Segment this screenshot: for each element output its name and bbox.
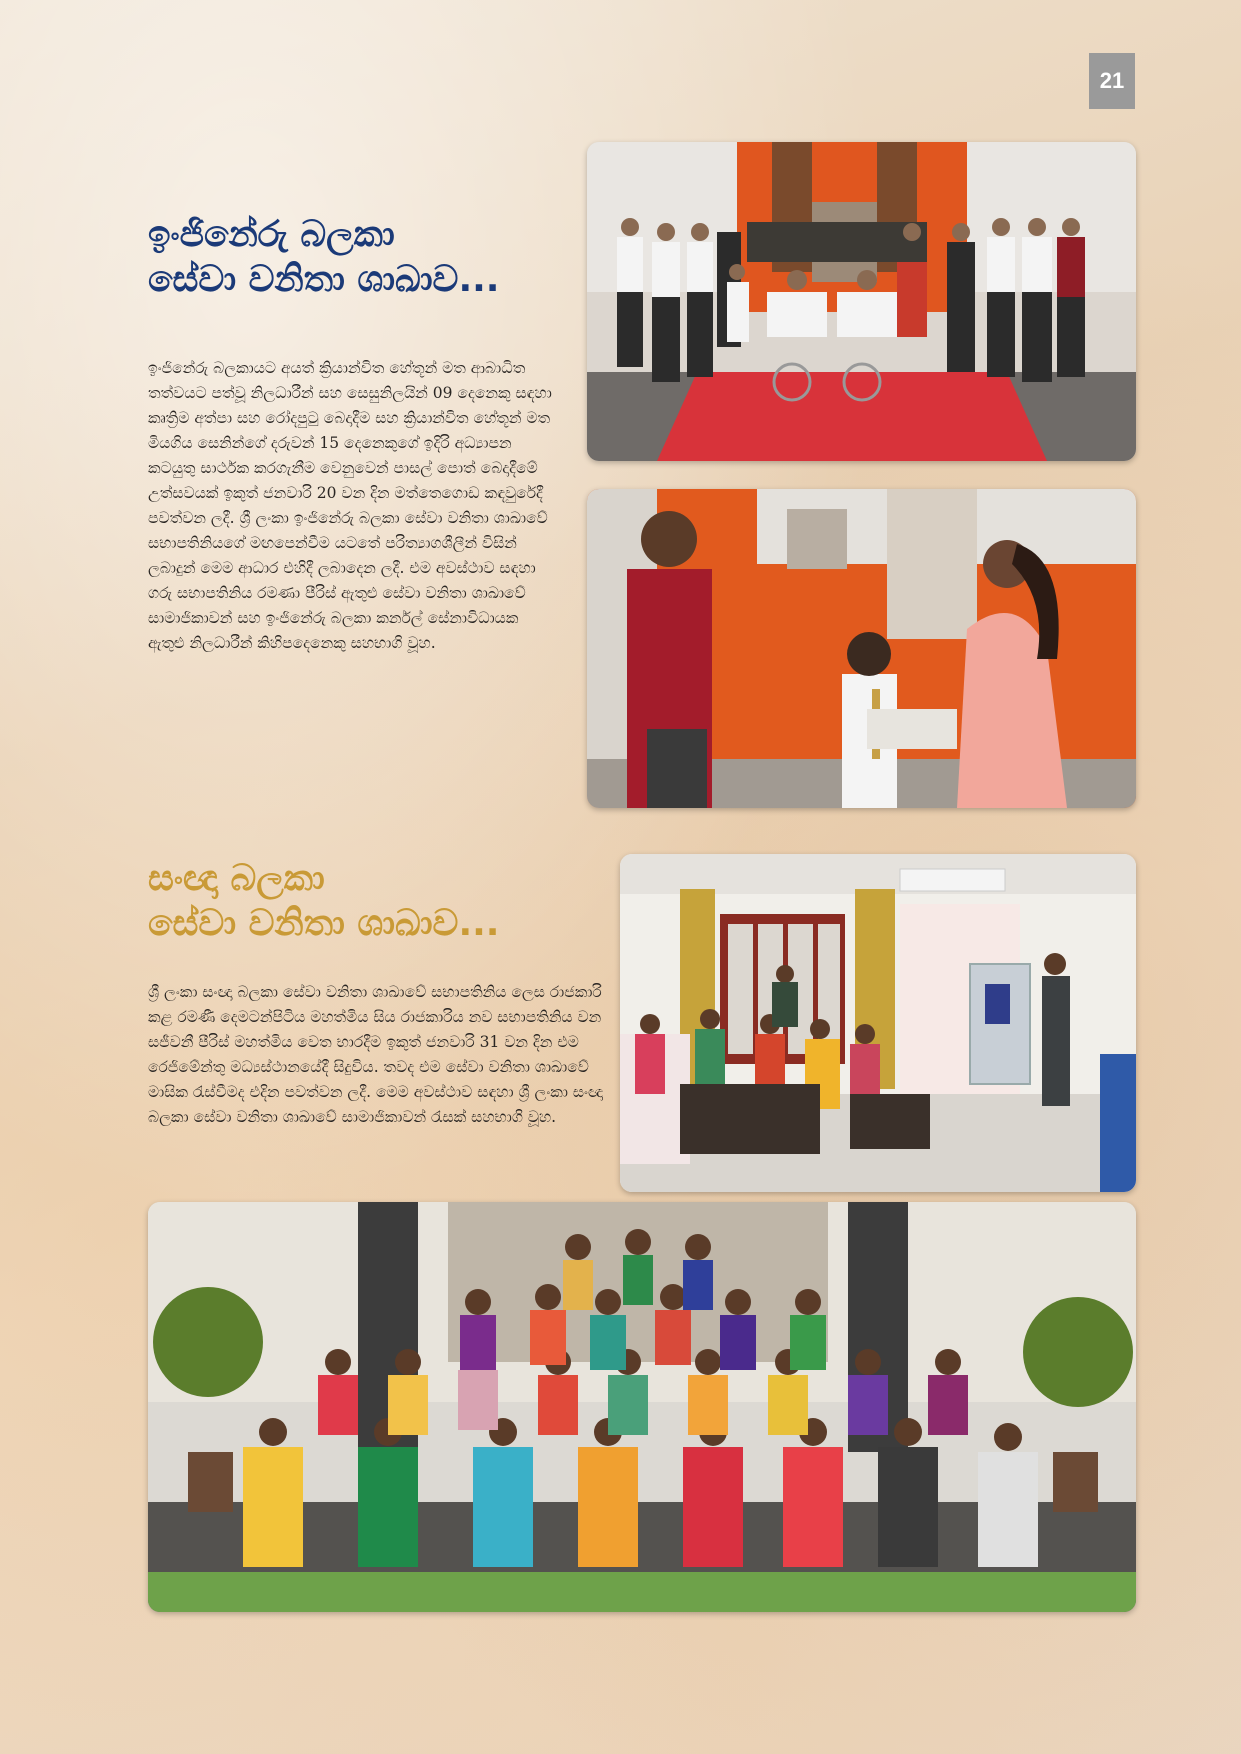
engineers-handover-photo <box>587 489 1136 808</box>
article-engineers-heading-line2: සේවා වනිතා ශාඛාව... <box>148 259 500 300</box>
article-engineers-heading-line1: ඉංජිනේරු බලකා <box>148 214 395 255</box>
article-signals-heading <box>148 856 608 946</box>
article-signals-heading-line2: සේවා වනිතා ශාඛාව... <box>148 903 500 944</box>
article-engineers-heading <box>148 212 568 302</box>
signals-meeting-photo <box>620 854 1136 1192</box>
article-engineers-body: ඉංජිනේරු බලකායට අයත් ක්‍රියාන්විත හේතූන් මත ආබාධිත තත්වයට පත්වූ නිලධාරීන් සහ සෙසුනිලයින් 09 දෙනෙකු සඳහා කෘත්‍රිම අත්පා සහ රෝදපුටු බෙදාදීම සහ ක්‍රියාන්විත හේතූන් මත මියගිය සෙනින්ගේ දරුවන් 15 දෙනෙකුගේ ඉදිරි අධ්‍යාපන කටයුතු සාර්ථක කරගැනීම වෙනුවෙන් පාසල් පොත් බෙදාදීමේ උත්සවයක් ඉකුත් ජනවාරි 20 වන දින මත්තෙගොඩ කඳවුරේදී පවත්වන ලදී. ශ්‍රී ලංකා ඉංජිනේරු බලකා සේවා වනිතා ශාඛාවේ සභාපතිනියගේ මඟපෙන්වීම යටතේ පරිත්‍යාගශීලීන් විසින් ලබාදුන් මෙම ආධාර එහිදී ලබාදෙන ලදී. එම අවස්ථාව සඳහා ගරු සභාපතිනිය රමණා පීරිස් ඇතුළු සේවා වනිතා ශාඛාවේ සාමාජිකාවන් සහ ඉංජිනේරු බලකා කර්නල් සේනාවිධායක ඇතුළු නිලධාරීන් කිහිපදෙනෙකු සහභාගි වූහ. <box>148 359 552 652</box>
engineers-group-photo <box>587 142 1136 461</box>
page-number: 21 <box>1089 53 1135 109</box>
article-signals-heading-line1: සංඥා බලකා <box>148 858 325 899</box>
signals-members-group-photo <box>148 1202 1136 1612</box>
article-signals-body: ශ්‍රී ලංකා සංඥා බලකා සේවා වනිතා ශාඛාවේ සභාපතිනිය ලෙස රාජකාරි කළ රමණී දෙමටන්පිටිය මහත්මිය සිය රාජකාරිය නව සභාපතිනිය වන සජීවනී පීරිස් මහත්මිය වෙත භාරදීම ඉකුත් ජනවාරි 31 වන දින එම රෙජිමේන්තු මධ්‍යස්ථානයේදී සිදුවිය. තවද එම සේවා වනිතා ශාඛාවේ මාසික රැස්වීමද එදින පවත්වන ලදී. මෙම අවස්ථාව සඳහා ශ්‍රී ලංකා සංඥා බලකා සේවා වනිතා ශාඛාවේ සාමාජිකාවන් රැසක් සහභාගි වූහ. <box>148 983 603 1126</box>
